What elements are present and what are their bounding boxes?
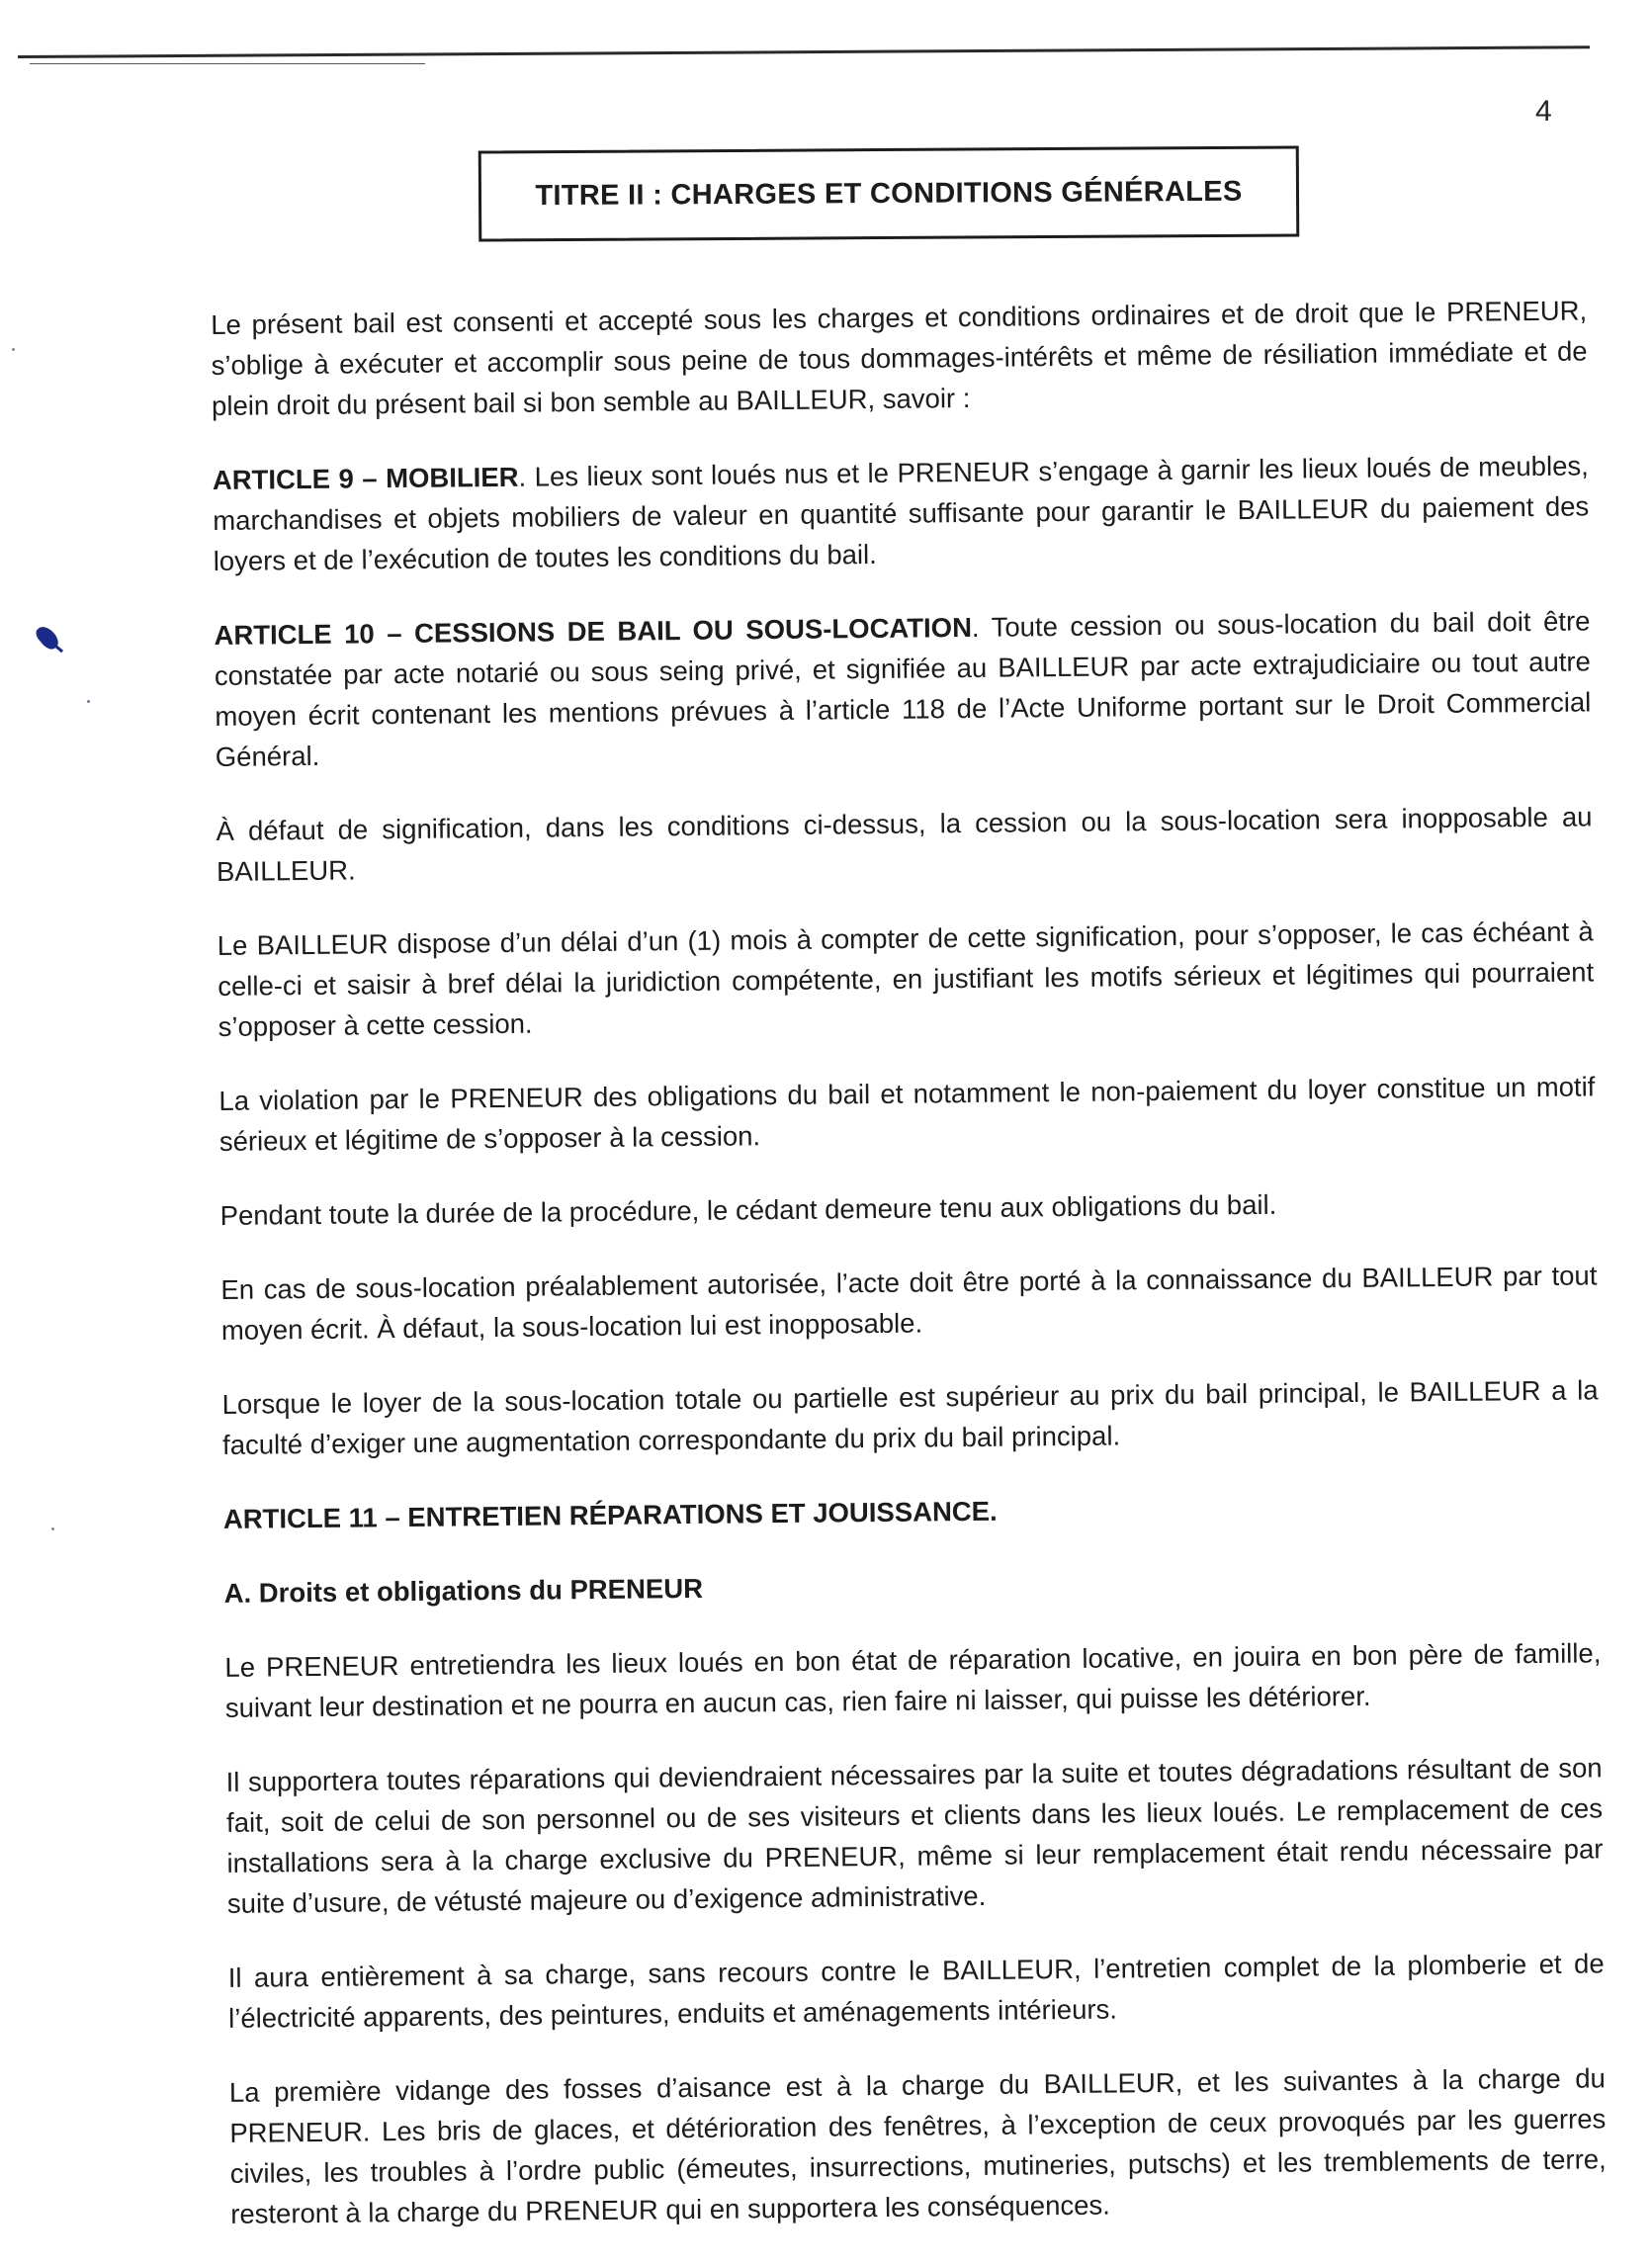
article-11-paragraph: Il supportera toutes réparations qui deviendraient nécessaires par la suite et toutes dégradations résultant de son fait, soit de celui de son personnel ou de ses visiteurs et clients dans les lieux loués. Le remplacement de ces installations sera à la charge exclusive du PRENEUR, même si leur remplacement était rendu nécessaire par suite d’usure, de vétusté majeure ou d’exigence administrative. <box>225 1752 1604 1919</box>
article-9-text: . Les lieux sont loués nus et le PRENEUR s’engage à garnir les lieux loués de meubles, marchandises et objets mobiliers de valeur en quantité suffisante pour garantir le BAILLEUR du paiement des loyers et de l’exécution de toutes les conditions du bail. <box>213 450 1590 576</box>
header-rule <box>18 45 1590 58</box>
article-10 <box>214 600 1592 777</box>
article-10-paragraph: Le BAILLEUR dispose d’un délai d’un (1) mois à compter de cette signification, pour s’opposer, le cas échéant à celle-ci et saisir à bref délai la juridiction compétente, en justifiant les motifs sérieux et légitimes qui pourraient s’opposer à cette cession. <box>217 916 1595 1042</box>
header-rule-thin <box>30 63 425 64</box>
article-11-paragraph: Il aura entièrement à sa charge, sans recours contre le BAILLEUR, l’entretien complet de la plomberie et de l’électricité apparents, des peintures, enduits et aménagements intérieurs. <box>227 1948 1605 2034</box>
intro-paragraph: Le présent bail est consenti et accepté sous les charges et conditions ordinaires et de droit que le PRENEUR, s’oblige à exécuter et accomplir sous peine de tous dommages-intérêts et même de résiliation immédiate et de plein droit du présent bail si bon semble au BAILLEUR, savoir : <box>211 295 1588 421</box>
section-title-box <box>478 145 1300 241</box>
article-10-text: . Toute cession ou sous-location du bail doit être constatée par acte notarié ou sous seing privé, et signifiée au BAILLEUR par acte extrajudiciaire ou tout autre moyen écrit contenant les mentions prévues à l’article 118 de l’Acte Uniforme portant sur le Droit Commercial Général. <box>214 605 1592 772</box>
page-number: 4 <box>1535 95 1552 128</box>
article-9-heading: ARTICLE 9 – MOBILIER <box>212 461 519 495</box>
section-title: TITRE II : CHARGES ET CONDITIONS GÉNÉRALES <box>535 175 1243 212</box>
scan-speck <box>12 348 15 351</box>
article-10-paragraph: Lorsque le loyer de la sous-location totale ou partielle est supérieur au prix du bail principal, le BAILLEUR a la faculté d’exiger une augmentation correspondante du prix du bail principal. <box>221 1374 1599 1460</box>
document-body <box>211 290 1608 2267</box>
article-11-heading: ARTICLE 11 – ENTRETIEN RÉPARATIONS ET JOUISSANCE. <box>222 1495 998 1534</box>
article-10-paragraph: À défaut de signification, dans les conditions ci-dessus, la cession ou la sous-location sera inopposable au BAILLEUR. <box>216 801 1593 887</box>
article-11-paragraph: La première vidange des fosses d’aisance est à la charge du BAILLEUR, et les suivantes à la charge du PRENEUR. Les bris de glaces, et détérioration des fenêtres, à l’exception de ceux provoqués par les guerres civiles, les troubles à l’ordre public (émeutes, insurrections, mutineries, putschs) et les tremblements de terre, resteront à la charge du PRENEUR qui en supportera les conséquences. <box>228 2062 1607 2229</box>
ink-mark-tail <box>55 646 63 653</box>
article-9 <box>213 445 1590 581</box>
article-10-heading: ARTICLE 10 – CESSIONS DE BAIL OU SOUS-LOCATION <box>214 611 973 651</box>
scan-speck <box>87 700 90 703</box>
scan-speck <box>51 1527 54 1530</box>
article-10-paragraph: Pendant toute la durée de la procédure, le cédant demeure tenu aux obligations du bail. <box>219 1188 1277 1231</box>
article-10-paragraph: En cas de sous-location préalablement autorisée, l’acte doit être porté à la connaissance du BAILLEUR par tout moyen écrit. À défaut, la sous-location lui est inopposable. <box>220 1260 1598 1346</box>
article-11-paragraph: Le PRENEUR entretiendra les lieux loués en bon état de réparation locative, en jouira en bon père de famille, suivant leur destination et ne pourra en aucun cas, rien faire ni laisser, qui puisse les détériorer. <box>224 1637 1602 1723</box>
article-10-paragraph: La violation par le PRENEUR des obligations du bail et notamment le non-paiement du loyer constitue un motif sérieux et légitime de s’opposer à la cession. <box>218 1071 1596 1157</box>
article-11-subheading: A. Droits et obligations du PRENEUR <box>223 1572 704 1609</box>
